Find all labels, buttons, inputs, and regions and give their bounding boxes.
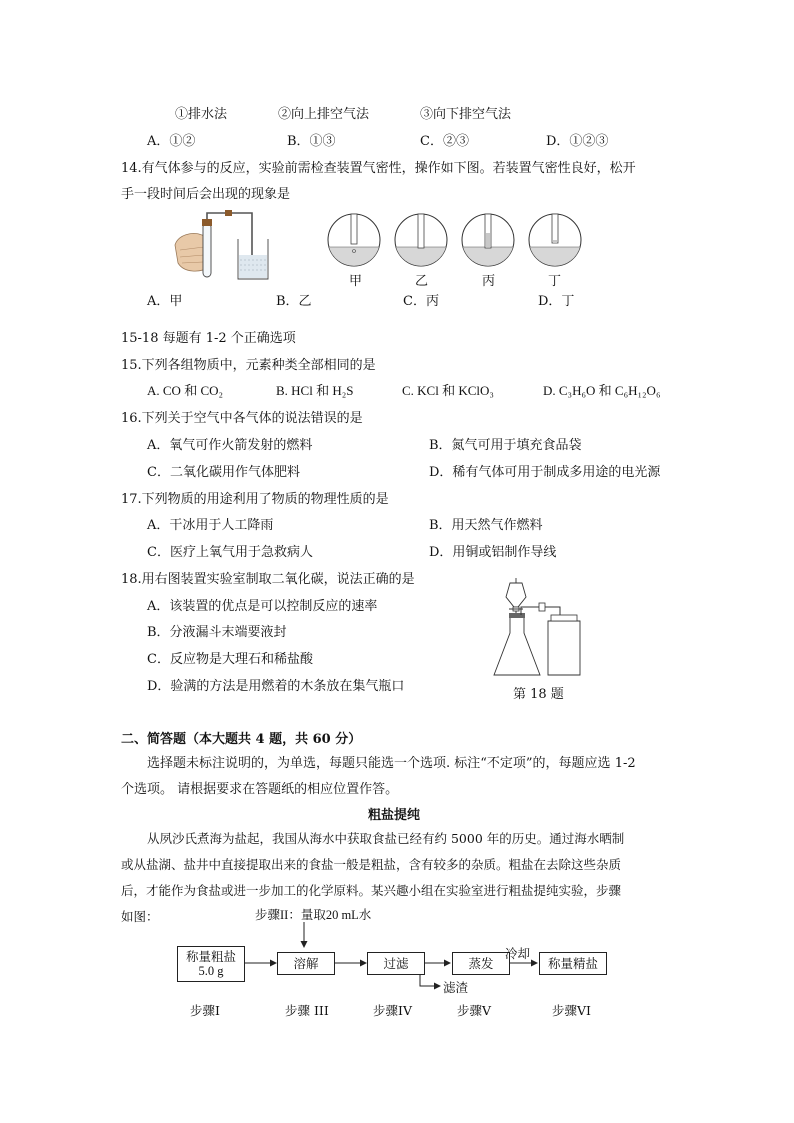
flow-box1-line1: 称量粗盐 xyxy=(185,949,236,964)
q14-option-a: A．甲 xyxy=(147,294,183,309)
q15-option-a: A. CO 和 CO₂ xyxy=(147,383,224,398)
q14-label-yi: 乙 xyxy=(415,274,429,289)
q18-option-c: C．反应物是大理石和稀盐酸 xyxy=(147,652,313,667)
flow-box-evaporate: 蒸发 xyxy=(452,952,510,975)
flow-step-label-5: 步骤V xyxy=(457,1003,492,1018)
q14-option-d: D．丁 xyxy=(538,294,575,309)
flow-cool-label: 冷却 xyxy=(505,946,531,961)
flow-box1-line2: 5.0 g xyxy=(198,964,224,978)
flow-residue-label: 滤渣 xyxy=(443,980,469,995)
q14-stem-line2: 手一段时间后会出现的现象是 xyxy=(121,187,291,202)
passage-line4: 如图： xyxy=(121,909,159,924)
circle-jia xyxy=(328,214,380,266)
flow-box-dissolve: 溶解 xyxy=(277,952,335,975)
q15-option-c: C. KCl 和 KClO₃ xyxy=(402,383,494,398)
passage-line3: 后，才能作为食盐或进一步加工的化学原料。某兴趣小组在实验室进行粗盐提纯实验，步骤 xyxy=(121,883,622,898)
q13-method-2: ②向上排空气法 xyxy=(278,107,370,122)
q16-stem: 16.下列关于空气中各气体的说法错误的是 xyxy=(121,411,363,426)
q14-option-c: C．丙 xyxy=(403,294,439,309)
q17-option-c: C．医疗上氧气用于急救病人 xyxy=(147,545,313,560)
q18-option-b: B．分液漏斗末端要液封 xyxy=(147,625,287,640)
q14-phenomenon-circles xyxy=(325,213,585,269)
q15-option-d: D. C₃H₆O 和 C₆H₁₂O₆ xyxy=(543,383,661,398)
flow-step-label-6: 步骤VI xyxy=(552,1003,591,1018)
q13-option-a: A．①② xyxy=(147,134,196,149)
q14-label-ding: 丁 xyxy=(548,274,562,289)
q15-option-b: B. HCl 和 H₂S xyxy=(276,383,354,398)
q14-label-bing: 丙 xyxy=(482,274,496,289)
passage-line1: 从夙沙氏煮海为盐起，我国从海水中获取食盐已经有约 5000 年的历史。通过海水晒制 xyxy=(147,831,625,846)
q18-option-a: A．该装置的优点是可以控制反应的速率 xyxy=(147,599,378,614)
flow-box-weigh-refined-salt: 称量精盐 xyxy=(539,952,607,975)
flow-step-label-3: 步骤 III xyxy=(285,1003,329,1018)
q13-option-b: B．①③ xyxy=(287,134,336,149)
flow-box-filter: 过滤 xyxy=(367,952,425,975)
q17-option-a: A．干冰用于人工降雨 xyxy=(147,518,274,533)
flow-box-weigh-crude-salt xyxy=(177,946,245,982)
q13-option-d: D．①②③ xyxy=(546,134,609,149)
q18-stem: 18.用右图装置实验室制取二氧化碳，说法正确的是 xyxy=(121,572,415,587)
passage-title: 粗盐提纯 xyxy=(368,808,421,823)
q14-label-jia: 甲 xyxy=(349,274,363,289)
co2-generator-figure xyxy=(488,575,588,680)
q16-option-d: D．稀有气体可用于制成多用途的电光源 xyxy=(429,465,661,480)
airtightness-apparatus-figure xyxy=(170,205,280,285)
q18-option-d: D．验满的方法是用燃着的木条放在集气瓶口 xyxy=(147,679,405,694)
q18-figure-caption: 第 18 题 xyxy=(513,687,564,702)
part2-instruction-line2: 个选项。 请根据要求在答题纸的相应位置作答。 xyxy=(121,782,399,797)
section-note: 15-18 每题有 1-2 个正确选项 xyxy=(121,331,296,346)
q15-stem: 15.下列各组物质中，元素种类全部相同的是 xyxy=(121,358,376,373)
circle-ding xyxy=(529,214,581,266)
q16-option-c: C．二氧化碳用作气体肥料 xyxy=(147,465,300,480)
q14-stem-line1: 14.有气体参与的反应，实验前需检查装置气密性，操作如下图。若装置气密性良好，松开 xyxy=(121,161,636,176)
flow-step-label-1: 步骤I xyxy=(190,1003,220,1018)
flow-step-label-4: 步骤IV xyxy=(373,1003,412,1018)
q17-option-b: B．用天然气作燃料 xyxy=(429,518,543,533)
q17-stem: 17.下列物质的用途利用了物质的物理性质的是 xyxy=(121,492,389,507)
passage-line2: 或从盐湖、盐井中直接提取出来的食盐一般是粗盐，含有较多的杂质。粗盐在去除这些杂质 xyxy=(121,857,622,872)
q13-method-3: ③向下排空气法 xyxy=(420,107,512,122)
q16-option-a: A．氧气可作火箭发射的燃料 xyxy=(147,438,313,453)
q13-method-1: ①排水法 xyxy=(175,107,228,122)
part2-instruction-line1: 选择题未标注说明的，为单选，每题只能选一个选项. 标注“不定项”的，每题应选 1-2 xyxy=(147,756,636,771)
flow-step2-label: 步骤II：量取20 mL水 xyxy=(255,908,372,922)
circle-bing xyxy=(462,214,514,266)
circle-yi xyxy=(395,214,447,266)
q14-option-b: B．乙 xyxy=(276,294,312,309)
q13-option-c: C．②③ xyxy=(420,134,469,149)
q17-option-d: D．用铜或铝制作导线 xyxy=(429,545,557,560)
part2-heading: 二、简答题（本大题共 4 题，共 60 分） xyxy=(121,732,362,747)
q16-option-b: B．氮气可用于填充食品袋 xyxy=(429,438,582,453)
